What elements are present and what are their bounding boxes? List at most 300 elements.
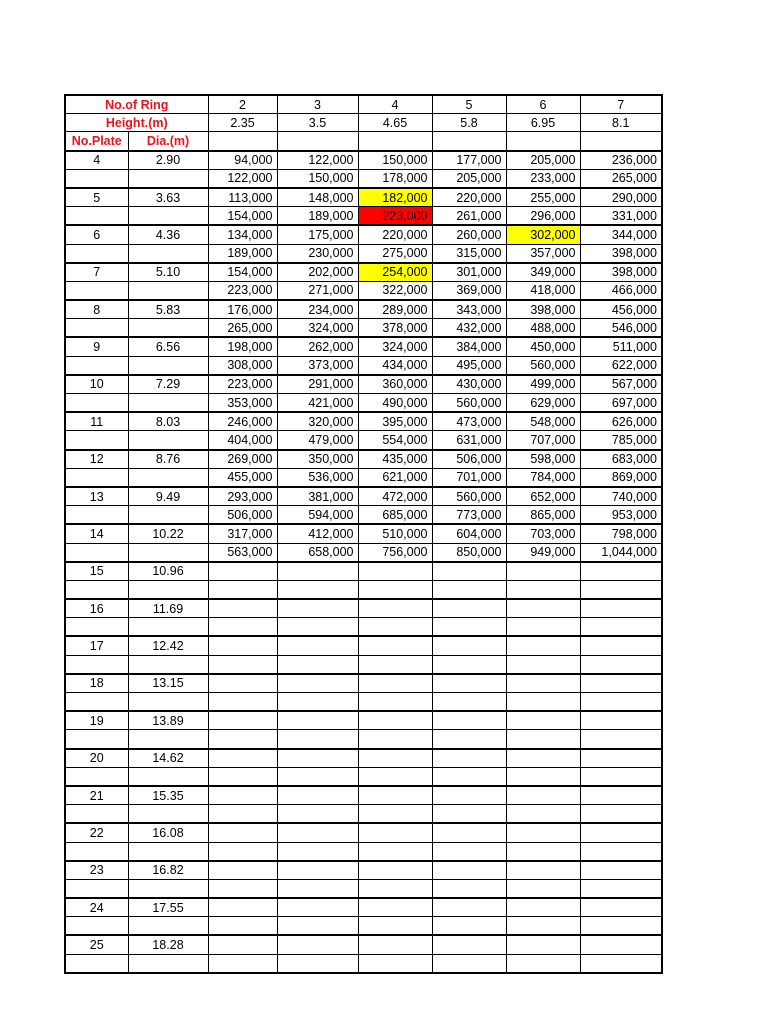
price-cell: 246,000 [208, 412, 277, 431]
empty-cell [65, 356, 128, 375]
plate-row-secondary [65, 767, 662, 786]
price-cell: 134,000 [208, 225, 277, 244]
ring-value: 6 [506, 95, 580, 114]
plate-number: 24 [65, 898, 128, 917]
empty-cell [128, 394, 208, 413]
price-cell [277, 693, 358, 712]
plate-row-secondary [65, 730, 662, 749]
plate-row [65, 861, 662, 880]
price-cell [506, 879, 580, 898]
height-value: 3.5 [277, 114, 358, 132]
plate-row-secondary [65, 394, 662, 413]
price-cell [580, 674, 662, 693]
price-cell: 255,000 [506, 188, 580, 207]
plate-row-secondary [65, 842, 662, 861]
plate-number: 13 [65, 487, 128, 506]
empty-cell [128, 506, 208, 525]
plate-row [65, 636, 662, 655]
plate-row [65, 898, 662, 917]
height-value: 4.65 [358, 114, 432, 132]
price-cell [580, 693, 662, 712]
price-cell [358, 805, 432, 824]
price-cell [432, 730, 506, 749]
empty-cell [65, 319, 128, 338]
ring-value: 2 [208, 95, 277, 114]
plate-number: 6 [65, 225, 128, 244]
plate-row-secondary [65, 207, 662, 226]
price-cell: 324,000 [277, 319, 358, 338]
empty-cell [65, 431, 128, 450]
plate-number: 18 [65, 674, 128, 693]
empty-cell [65, 281, 128, 300]
price-cell: 357,000 [506, 244, 580, 263]
plate-number: 22 [65, 823, 128, 842]
price-cell [358, 842, 432, 861]
empty-cell [65, 954, 128, 973]
empty-cell [277, 132, 358, 151]
height-value: 5.8 [432, 114, 506, 132]
price-cell [358, 636, 432, 655]
price-cell: 404,000 [208, 431, 277, 450]
price-cell [277, 674, 358, 693]
diameter-value: 13.15 [128, 674, 208, 693]
price-cell: 296,000 [506, 207, 580, 226]
price-cell: 418,000 [506, 281, 580, 300]
price-cell [277, 786, 358, 805]
price-cell [358, 954, 432, 973]
price-cell: 223,000 [208, 375, 277, 394]
price-cell: 176,000 [208, 300, 277, 319]
price-cell: 349,000 [506, 263, 580, 282]
price-cell [208, 749, 277, 768]
price-cell: 450,000 [506, 337, 580, 356]
price-cell [506, 711, 580, 730]
price-cell [506, 842, 580, 861]
price-cell [277, 842, 358, 861]
plate-row-secondary [65, 655, 662, 674]
empty-cell [128, 244, 208, 263]
price-cell: 949,000 [506, 543, 580, 562]
empty-cell [128, 543, 208, 562]
price-cell: 629,000 [506, 394, 580, 413]
diameter-value: 8.76 [128, 450, 208, 469]
plate-row [65, 674, 662, 693]
price-cell: 369,000 [432, 281, 506, 300]
price-cell [432, 898, 506, 917]
price-cell [358, 618, 432, 637]
price-cell [208, 935, 277, 954]
price-cell [358, 879, 432, 898]
price-cell [358, 599, 432, 618]
price-cell: 220,000 [358, 225, 432, 244]
price-cell [580, 655, 662, 674]
price-cell: 378,000 [358, 319, 432, 338]
price-cell [432, 767, 506, 786]
plate-row [65, 450, 662, 469]
empty-cell [65, 655, 128, 674]
price-cell [432, 861, 506, 880]
diameter-value: 7.29 [128, 375, 208, 394]
price-cell [277, 636, 358, 655]
price-cell [580, 954, 662, 973]
plate-row-secondary [65, 468, 662, 487]
price-cell [580, 823, 662, 842]
price-cell [358, 767, 432, 786]
empty-cell [65, 879, 128, 898]
price-cell: 506,000 [208, 506, 277, 525]
price-cell: 205,000 [432, 169, 506, 188]
plate-row [65, 375, 662, 394]
plate-number: 8 [65, 300, 128, 319]
empty-cell [128, 693, 208, 712]
price-cell [208, 786, 277, 805]
price-cell [432, 674, 506, 693]
plate-row [65, 300, 662, 319]
price-cell: 265,000 [580, 169, 662, 188]
price-cell: 177,000 [432, 151, 506, 170]
price-cell: 697,000 [580, 394, 662, 413]
empty-cell [358, 132, 432, 151]
price-cell: 707,000 [506, 431, 580, 450]
price-cell [432, 711, 506, 730]
empty-cell [128, 954, 208, 973]
price-cell [506, 823, 580, 842]
plate-row [65, 487, 662, 506]
price-cell [208, 580, 277, 599]
price-cell [277, 767, 358, 786]
price-cell [277, 580, 358, 599]
price-cell [358, 655, 432, 674]
plate-row-secondary [65, 543, 662, 562]
plate-row-secondary [65, 319, 662, 338]
price-cell: 233,000 [506, 169, 580, 188]
price-cell: 560,000 [432, 487, 506, 506]
price-cell: 850,000 [432, 543, 506, 562]
price-cell: 798,000 [580, 524, 662, 543]
plate-row-secondary [65, 805, 662, 824]
empty-cell [128, 842, 208, 861]
price-cell: 150,000 [277, 169, 358, 188]
empty-cell [128, 468, 208, 487]
price-cell [432, 562, 506, 581]
price-cell [580, 935, 662, 954]
price-cell [277, 823, 358, 842]
price-cell [432, 618, 506, 637]
price-cell: 223,000 [208, 281, 277, 300]
price-cell: 317,000 [208, 524, 277, 543]
plate-row-secondary [65, 693, 662, 712]
price-cell [358, 823, 432, 842]
price-cell [432, 786, 506, 805]
price-cell [208, 693, 277, 712]
price-cell [358, 861, 432, 880]
price-cell [358, 580, 432, 599]
empty-cell [65, 842, 128, 861]
price-cell: 343,000 [432, 300, 506, 319]
empty-cell [65, 805, 128, 824]
price-cell: 353,000 [208, 394, 277, 413]
empty-cell [65, 730, 128, 749]
diameter-value: 3.63 [128, 188, 208, 207]
price-cell: 398,000 [580, 244, 662, 263]
diameter-value: 5.83 [128, 300, 208, 319]
plate-row [65, 151, 662, 170]
price-cell [580, 730, 662, 749]
empty-cell [128, 917, 208, 936]
plate-row-secondary [65, 580, 662, 599]
price-cell: 223,000 [358, 207, 432, 226]
price-cell [277, 730, 358, 749]
price-cell [208, 861, 277, 880]
empty-cell [128, 281, 208, 300]
price-cell: 395,000 [358, 412, 432, 431]
price-cell [506, 898, 580, 917]
price-cell [208, 823, 277, 842]
price-cell: 506,000 [432, 450, 506, 469]
price-cell: 350,000 [277, 450, 358, 469]
price-cell: 398,000 [580, 263, 662, 282]
plate-row-secondary [65, 281, 662, 300]
price-cell: 511,000 [580, 337, 662, 356]
diameter-value: 2.90 [128, 151, 208, 170]
price-cell: 373,000 [277, 356, 358, 375]
price-cell: 412,000 [277, 524, 358, 543]
dia-label: Dia.(m) [128, 132, 208, 151]
price-cell [208, 711, 277, 730]
price-cell: 432,000 [432, 319, 506, 338]
price-cell [580, 749, 662, 768]
price-cell [580, 636, 662, 655]
price-cell [358, 898, 432, 917]
price-cell: 331,000 [580, 207, 662, 226]
price-cell: 430,000 [432, 375, 506, 394]
price-cell: 622,000 [580, 356, 662, 375]
ring-header-row [65, 95, 662, 114]
plate-row-secondary [65, 431, 662, 450]
price-cell: 398,000 [506, 300, 580, 319]
price-cell: 554,000 [358, 431, 432, 450]
plate-number: 7 [65, 263, 128, 282]
empty-cell [65, 543, 128, 562]
plate-number: 9 [65, 337, 128, 356]
price-cell: 631,000 [432, 431, 506, 450]
price-cell: 122,000 [277, 151, 358, 170]
price-cell [506, 655, 580, 674]
price-cell: 626,000 [580, 412, 662, 431]
empty-cell [65, 506, 128, 525]
price-cell [506, 693, 580, 712]
plate-row-secondary [65, 169, 662, 188]
price-cell [277, 749, 358, 768]
plate-row [65, 935, 662, 954]
empty-cell [65, 468, 128, 487]
price-cell: 536,000 [277, 468, 358, 487]
price-cell [358, 786, 432, 805]
price-cell [432, 823, 506, 842]
plate-row [65, 188, 662, 207]
price-cell [208, 767, 277, 786]
price-cell: 308,000 [208, 356, 277, 375]
price-cell [506, 562, 580, 581]
plate-row [65, 412, 662, 431]
diameter-value: 10.96 [128, 562, 208, 581]
plate-number: 4 [65, 151, 128, 170]
ring-label: No.of Ring [65, 95, 208, 114]
price-cell: 685,000 [358, 506, 432, 525]
price-cell: 265,000 [208, 319, 277, 338]
price-cell [506, 618, 580, 637]
price-cell [580, 562, 662, 581]
height-value: 8.1 [580, 114, 662, 132]
diameter-value: 17.55 [128, 898, 208, 917]
empty-cell [432, 132, 506, 151]
price-cell [432, 879, 506, 898]
price-cell: 381,000 [277, 487, 358, 506]
price-cell [506, 599, 580, 618]
plate-row-secondary [65, 618, 662, 637]
price-cell: 148,000 [277, 188, 358, 207]
price-cell [208, 805, 277, 824]
plate-number: 10 [65, 375, 128, 394]
empty-cell [65, 767, 128, 786]
price-cell [506, 805, 580, 824]
price-cell [358, 711, 432, 730]
height-value: 6.95 [506, 114, 580, 132]
price-cell: 269,000 [208, 450, 277, 469]
price-cell [506, 674, 580, 693]
price-cell: 178,000 [358, 169, 432, 188]
price-cell [580, 861, 662, 880]
price-cell [432, 749, 506, 768]
price-cell: 548,000 [506, 412, 580, 431]
diameter-value: 18.28 [128, 935, 208, 954]
price-cell: 220,000 [432, 188, 506, 207]
price-cell: 455,000 [208, 468, 277, 487]
price-cell [580, 879, 662, 898]
plate-row [65, 263, 662, 282]
price-cell: 703,000 [506, 524, 580, 543]
price-cell [277, 935, 358, 954]
price-cell [277, 562, 358, 581]
price-cell [208, 730, 277, 749]
price-cell: 182,000 [358, 188, 432, 207]
price-cell: 740,000 [580, 487, 662, 506]
price-cell: 604,000 [432, 524, 506, 543]
ring-value: 4 [358, 95, 432, 114]
price-cell [358, 730, 432, 749]
price-cell [208, 879, 277, 898]
diameter-value: 8.03 [128, 412, 208, 431]
price-cell: 262,000 [277, 337, 358, 356]
plate-row [65, 749, 662, 768]
plate-number: 5 [65, 188, 128, 207]
plate-number: 20 [65, 749, 128, 768]
price-cell: 94,000 [208, 151, 277, 170]
price-cell [580, 711, 662, 730]
diameter-value: 12.42 [128, 636, 208, 655]
height-header-row [65, 114, 662, 132]
column-header-row [65, 132, 662, 151]
price-cell: 953,000 [580, 506, 662, 525]
price-cell: 488,000 [506, 319, 580, 338]
plate-row-secondary [65, 954, 662, 973]
price-cell: 784,000 [506, 468, 580, 487]
price-cell [208, 618, 277, 637]
empty-cell [128, 169, 208, 188]
price-cell: 598,000 [506, 450, 580, 469]
empty-cell [128, 730, 208, 749]
diameter-value: 4.36 [128, 225, 208, 244]
price-cell: 456,000 [580, 300, 662, 319]
price-cell: 154,000 [208, 263, 277, 282]
plate-number: 11 [65, 412, 128, 431]
diameter-value: 6.56 [128, 337, 208, 356]
price-cell [358, 674, 432, 693]
price-cell: 344,000 [580, 225, 662, 244]
price-cell [432, 599, 506, 618]
price-cell [506, 954, 580, 973]
price-cell: 324,000 [358, 337, 432, 356]
price-cell: 773,000 [432, 506, 506, 525]
price-cell [277, 861, 358, 880]
price-cell: 683,000 [580, 450, 662, 469]
price-cell: 434,000 [358, 356, 432, 375]
price-cell [580, 580, 662, 599]
price-cell [277, 879, 358, 898]
plate-row [65, 524, 662, 543]
price-cell [506, 749, 580, 768]
price-cell [580, 805, 662, 824]
diameter-value: 11.69 [128, 599, 208, 618]
empty-cell [128, 431, 208, 450]
price-cell: 189,000 [208, 244, 277, 263]
empty-cell [128, 618, 208, 637]
price-cell [432, 842, 506, 861]
price-cell [277, 711, 358, 730]
price-cell [580, 599, 662, 618]
diameter-value: 13.89 [128, 711, 208, 730]
price-cell: 701,000 [432, 468, 506, 487]
diameter-value: 5.10 [128, 263, 208, 282]
price-cell [432, 805, 506, 824]
plate-number: 16 [65, 599, 128, 618]
price-cell [208, 636, 277, 655]
price-cell [277, 805, 358, 824]
empty-cell [128, 767, 208, 786]
empty-cell [128, 805, 208, 824]
price-cell: 150,000 [358, 151, 432, 170]
price-cell: 205,000 [506, 151, 580, 170]
empty-cell [65, 618, 128, 637]
price-cell: 315,000 [432, 244, 506, 263]
plate-row [65, 337, 662, 356]
plate-row-secondary [65, 244, 662, 263]
plate-row-secondary [65, 356, 662, 375]
price-cell [277, 655, 358, 674]
price-cell [580, 917, 662, 936]
price-cell [277, 618, 358, 637]
plate-row-secondary [65, 917, 662, 936]
price-cell: 435,000 [358, 450, 432, 469]
empty-cell [128, 580, 208, 599]
price-cell: 495,000 [432, 356, 506, 375]
price-cell [506, 767, 580, 786]
price-cell [580, 842, 662, 861]
price-cell [506, 786, 580, 805]
empty-cell [65, 394, 128, 413]
price-cell [580, 898, 662, 917]
price-cell [506, 580, 580, 599]
